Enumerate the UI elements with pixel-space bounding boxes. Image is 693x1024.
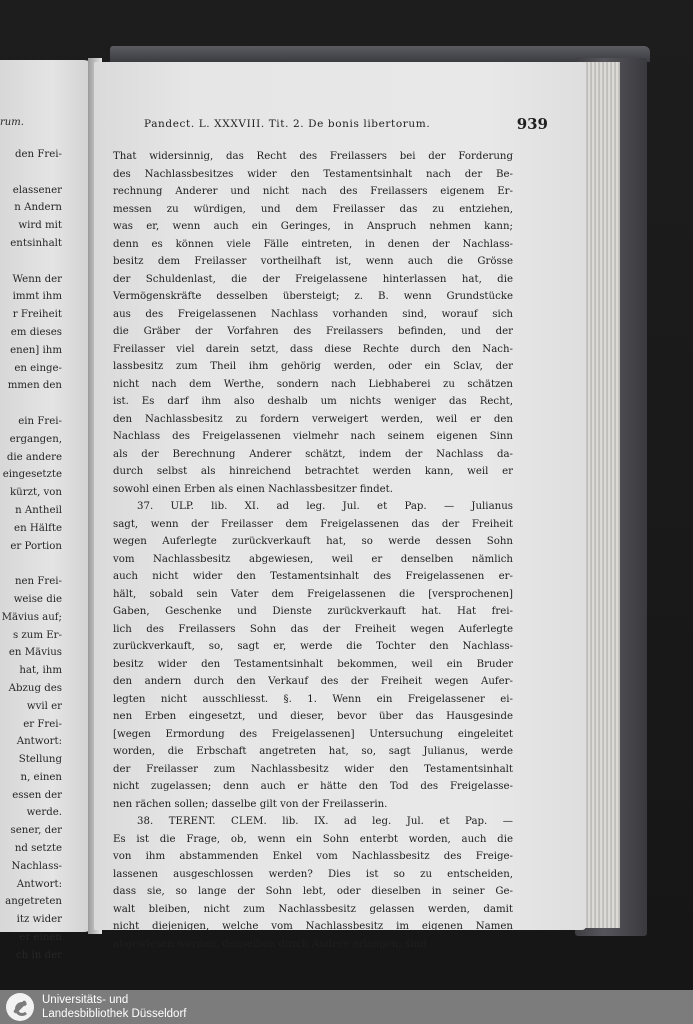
text-line: Gaben, Geschenke und Dienste zurückverkauft hat. Hat frei- [113, 606, 513, 617]
text-line: 37. ULP. lib. XI. ad leg. Jul. et Pap. — Julianus [137, 501, 513, 512]
text-line: die Gräber der Vorfahren des Freilassers befinden, und der [113, 326, 513, 337]
text-line: That widersinnig, das Recht des Freilassers bei der Forderung [113, 151, 513, 162]
left-page-line: em dieses [10, 326, 62, 338]
text-line: Nachlass des Freigelassenen vielmehr nach seinem eigenen Sinn [113, 431, 513, 442]
left-page-line: ergangen, [9, 433, 62, 445]
text-line: sowohl einen Erben als einen Nachlassbesitzer findet. [113, 483, 393, 495]
left-page-line: Antwort: [16, 736, 62, 748]
text-line: Freilasser viel darein setzt, dass diese Rechte durch den Nach- [113, 343, 513, 355]
left-page-line: wird mit [18, 220, 62, 232]
text-line: dass sie, so lange der Sohn lebt, oder dieselben in seiner Ge- [113, 886, 513, 897]
text-line: wegen Auferlegte zurückverkauft hat, so werde dessen Sohn [113, 536, 513, 547]
text-line: nicht zugelassen; denn auch er hätte den Tod des Freigelasse- [113, 781, 513, 792]
text-line: von ihm abstammenden Enkel vom Nachlassbesitz des Freige- [113, 851, 513, 862]
left-page-text [2, 146, 62, 965]
text-line: nen rächen sollen; dasselbe gilt von der Freilasserin. [113, 798, 388, 810]
left-page-line: nen Frei- [14, 576, 62, 588]
text-line: als der Berechnung Anderer schätzt, indem der Nachlass da- [113, 448, 513, 460]
running-title: Pandect. L. XXXVIII. Tit. 2. De bonis libertorum. [144, 118, 431, 130]
left-page-line: Stellung [18, 754, 62, 766]
left-page-line: n Andern [14, 202, 62, 214]
text-line: auch nicht wider den Testamentsinhalt des Freigelassenen er- [113, 571, 513, 582]
left-page-line: s zum Er- [12, 629, 62, 641]
left-page-line: itz wider [16, 914, 62, 926]
left-page-line [2, 253, 62, 271]
text-line: der Freilasser zum Nachlassbesitz wider den Testamentsinhalt [113, 763, 513, 775]
text-line: 38. TERENT. CLEM. lib. IX. ad leg. Jul. et Pap. — [137, 816, 513, 827]
text-line: vom Nachlassbesitz abgewiesen, weil er denselben nämlich [113, 553, 513, 565]
text-line: Vermögenskräfte desselben übersteigt; z. B. wenn Grundstücke [113, 291, 513, 302]
page-header [144, 116, 548, 134]
left-page-line: Nachlass- [11, 860, 62, 872]
left-page-line: wvil er [26, 700, 62, 712]
left-page-line: n, einen [20, 771, 62, 783]
text-line: legten nicht ausschliesst. §. 1. Wenn ein Freigelassener ei- [113, 693, 513, 705]
text-line: durch selbst als hinreichend betrachtet werden kann, weil er [113, 466, 513, 477]
text-line: abgewiesen werden, denselben durch Andere erlangen; sind [113, 938, 427, 950]
left-page-line: Antwort: [16, 878, 62, 890]
text-line: was er, wenn auch ein Geringes, in Anspruch nehmen kann; [113, 221, 513, 232]
text-line: messen zu würdigen, und dem Freilasser das zu entziehen, [113, 203, 513, 215]
left-page-line: en Hälfte [14, 522, 62, 534]
text-line: des Nachlassbesitzes wider den Testamentsinhalt nach der Be- [113, 168, 513, 180]
library-name-line1: Universitäts- und [42, 994, 129, 1006]
left-page-line: angetreten [5, 896, 62, 908]
text-line: den Nachlassbesitz zu fordern verweigert werden, weil er den [113, 413, 513, 425]
left-page-line [2, 555, 62, 573]
book-cover-top [110, 46, 650, 62]
left-page-line: den Frei- [14, 149, 62, 160]
left-page-line: er Frei- [23, 718, 62, 730]
left-page-line: eingesetzte [2, 469, 62, 481]
left-page-line: en Mävius [8, 647, 62, 659]
text-line: besitz wider den Testamentsinhalt bekommen, weil ein Bruder [113, 658, 513, 670]
left-page-line: Wenn der [12, 273, 62, 285]
page-number: 939 [516, 115, 548, 133]
text-line: lassenen ausgeschlossen werden? Dies ist so zu entscheiden, [113, 868, 513, 880]
text-line: den andern durch den Verkauf des der Freiheit wegen Aufer- [113, 676, 513, 687]
left-page-line: kürzt, von [10, 487, 62, 499]
text-line: aus des Freigelassenen Nachlass vorhanden sind, worauf sich [113, 308, 513, 320]
text-line: zurückverkauft, so, sagt er, werde die Tochter den Nachlass- [113, 641, 513, 652]
text-line: worden, die Erbschaft angetreten hat, so, sagt Julianus, werde [113, 746, 513, 757]
text-line: ist. Es darf ihm also deshalb um nichts weniger das Recht, [113, 396, 513, 407]
left-page-line: die andere [6, 451, 62, 463]
left-page-line: entsinhalt [10, 237, 62, 249]
text-line: rechnung Anderer und nicht nach des Freilassers eigenem Er- [113, 186, 513, 197]
left-page-line: hat, ihm [19, 665, 62, 677]
text-line: sagt, wenn der Freilasser dem Freigelassenen das der Freiheit [113, 518, 513, 530]
left-page-line: ein Frei- [18, 415, 62, 427]
left-page-line: immt ihm [12, 291, 62, 303]
left-page-line: n Antheil [15, 504, 62, 516]
text-line: [wegen Ermordung des Freigelassenen] Untersuchung eingeleitet [113, 728, 513, 740]
left-page-line [2, 395, 62, 413]
left-page-line: er Portion [10, 540, 62, 552]
text-line: nicht diejenigen, welche vom Nachlassbesitz im eigenen Namen [113, 921, 513, 932]
left-page-line: elassener [12, 184, 62, 196]
text-line: hält, sobald sein Vater dem Freigelassenen die [versprochenen] [113, 588, 513, 600]
left-page-line: essen der [12, 789, 62, 801]
text-line: denn es können viele Fälle eintreten, in denen der Nachlass- [113, 238, 513, 250]
left-page-line: sener, der [10, 825, 62, 837]
left-facing-page [0, 60, 94, 961]
text-line: Es ist die Frage, ob, wenn ein Sohn enterbt worden, auch die [113, 833, 513, 845]
right-page [94, 62, 586, 950]
library-name [42, 993, 186, 1021]
text-line: walt bleiben, nicht zum Nachlassbesitz gelassen werden, damit [113, 903, 513, 915]
page-body-text [113, 148, 513, 953]
left-page-line: r Freiheit [12, 309, 62, 321]
library-name-line2: Landesbibliothek Düsseldorf [42, 1008, 187, 1020]
left-page-line: mmen den [7, 380, 62, 392]
text-line: besitz dem Freilasser vortheilhaft ist, wenn auch die Grösse [113, 256, 513, 267]
left-page-line: er einen [19, 932, 62, 944]
left-page-line: nd setzte [14, 843, 62, 855]
left-page-line: werde. [26, 807, 62, 819]
library-logo-icon [6, 993, 34, 1021]
left-page-line: Abzug des [8, 682, 62, 694]
text-line: nicht nach dem Werthe, sondern nach Liebhaberei zu schätzen [113, 378, 513, 390]
page-edges [580, 62, 620, 928]
left-page-line: enen] ihm [10, 344, 62, 356]
text-line: nen Erben eingesetzt, und dieser, bevor über das Hausgesinde [113, 711, 513, 722]
text-line: der Schuldenlast, die der Freigelassene hinterlassen hat, die [113, 273, 513, 285]
left-page-line: weise die [13, 593, 62, 605]
left-running-head: rum. [0, 117, 24, 128]
left-page-line: en einge- [14, 362, 62, 374]
left-page-line: Mävius auf; [1, 611, 62, 623]
left-page-line [2, 164, 62, 182]
text-line: lassbesitz zum Theil ihm gehörig werden, oder ein Sclav, der [113, 361, 513, 372]
left-page-line: ch in der [16, 949, 62, 961]
library-footer-bar [0, 990, 693, 1024]
text-line: lich des Freilassers Sohn das der Freiheit wegen Auferlegte [113, 623, 513, 635]
